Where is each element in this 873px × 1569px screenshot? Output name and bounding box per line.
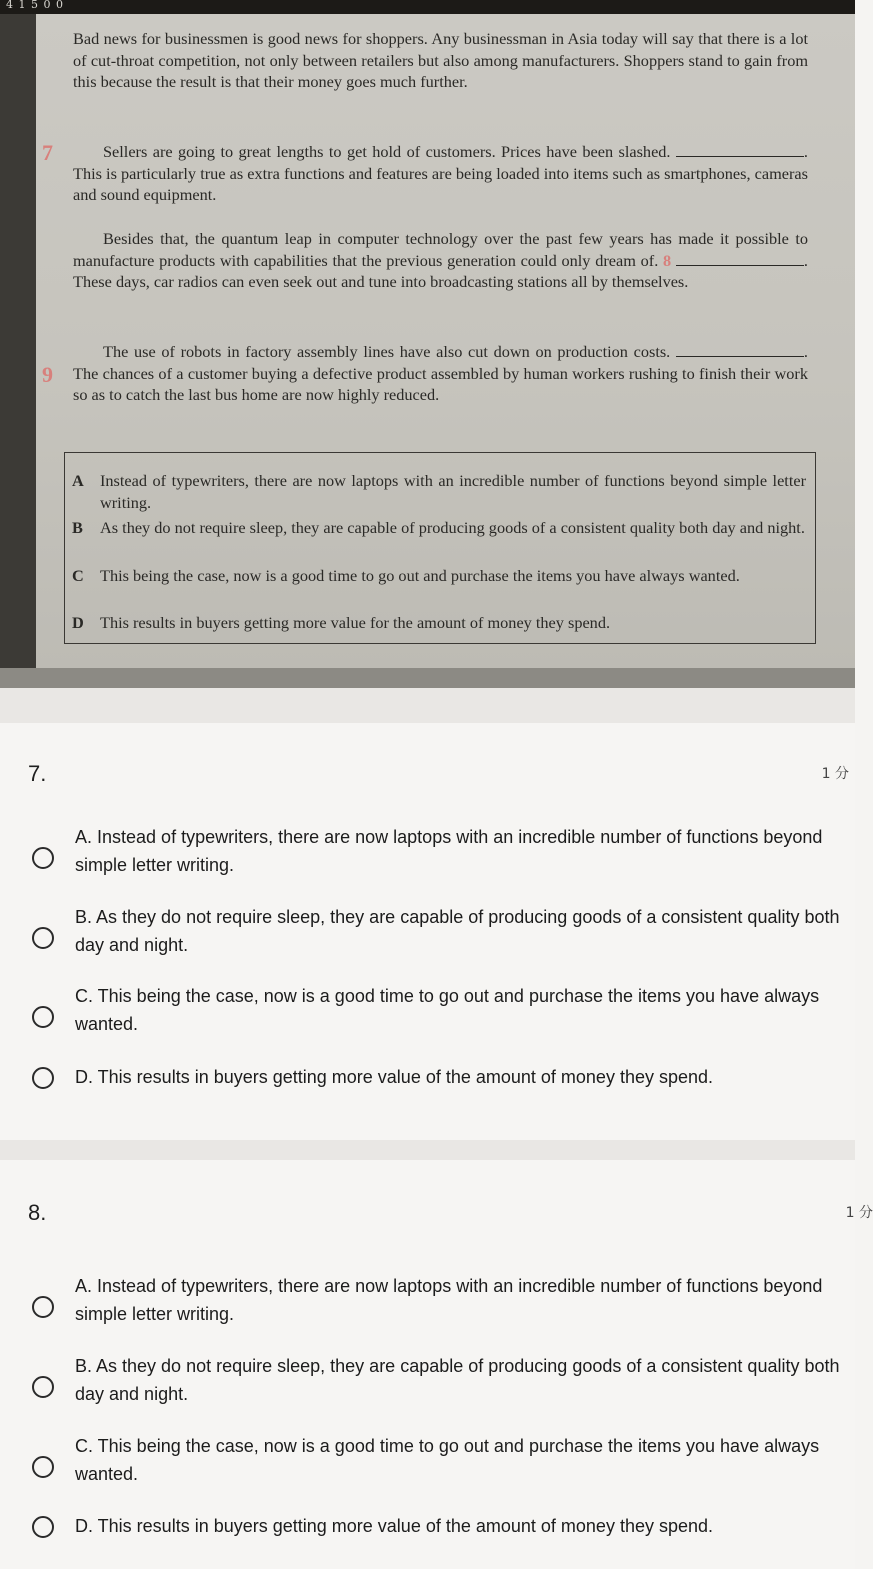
radio-button[interactable] [32,1006,54,1028]
choice-d[interactable] [20,1063,850,1093]
paragraph-9-tail: . The chances of a customer buying a defective product assembled by human workers rushing to finish their work so as to catch the last bus home are now highly reduced. [73,342,808,404]
paragraph-8-lead: Besides that, the quantum leap in computer technology over the past few years has made it possible to manufacture products with capabilities that the previous generation could only dream of. [73,229,808,270]
blank-7 [676,142,804,157]
photo-top-edge [0,0,855,14]
radio-button[interactable] [32,1456,54,1478]
option-text: Instead of typewriters, there are now laptops with an incredible number of functions beyond simple letter writing. [100,471,806,512]
radio-button[interactable] [32,927,54,949]
question-number: 8. [28,1200,47,1225]
option-text: As they do not require sleep, they are capable of producing goods of a consistent quality both day and night. [100,518,805,537]
choice-b[interactable] [20,903,850,961]
choice-label[interactable]: A. Instead of typewriters, there are now laptops with an incredible number of functions beyond simple letter writing. [75,827,823,875]
radio-button[interactable] [32,1296,54,1318]
choice-c[interactable] [20,982,850,1040]
choice-label[interactable]: B. As they do not require sleep, they are capable of producing goods of a consistent quality both day and night. [75,907,840,955]
choice-label[interactable]: C. This being the case, now is a good time to go out and purchase the items you have always wanted. [75,1436,820,1484]
blank-8 [676,251,804,266]
question-number: 7. [28,761,47,786]
photo-bottom-edge [0,668,855,688]
blank-9 [676,342,804,357]
passage-paragraph-9 [73,341,808,406]
paragraph-7-tail: . This is particularly true as extra functions and features are being loaded into items such as smartphones, cameras and sound equipment. [73,142,808,204]
worksheet-photo [0,0,855,688]
section-gap [0,1140,855,1160]
question-card-8 [0,1160,873,1569]
paragraph-9-lead: The use of robots in factory assembly lines have also cut down on production costs. [103,342,671,361]
question-points: 1 分 [821,766,849,782]
choice-d[interactable] [20,1512,850,1542]
choice-label[interactable]: B. As they do not require sleep, they are capable of producing goods of a consistent quality both day and night. [75,1356,840,1404]
blank-number-9: 9 [42,362,53,387]
option-text: This results in buyers getting more value for the amount of money they spend. [100,613,611,632]
radio-button[interactable] [32,1376,54,1398]
option-text: This being the case, now is a good time to go out and purchase the items you have always wanted. [100,566,740,585]
passage-intro: Bad news for businessmen is good news for shoppers. Any businessman in Asia today will say that there is a lot of cut-throat competition, not only between retailers but also among manufacturers. Shoppers stand to gain from this because the result is that their money goes much further. [73,29,808,91]
choice-label[interactable]: D. This results in buyers getting more value of the amount of money they spend. [75,1516,714,1536]
paragraph-7-lead: Sellers are going to great lengths to get hold of customers. Prices have been slashed. [103,142,671,161]
option-letter: C [72,566,84,585]
choice-label[interactable]: C. This being the case, now is a good time to go out and purchase the items you have always wanted. [75,986,820,1034]
blank-number-8: 8 [663,250,672,270]
photo-top-fragment: 4 1 5 0 0 [6,0,64,11]
choice-label[interactable]: A. Instead of typewriters, there are now laptops with an incredible number of functions beyond simple letter writing. [75,1276,823,1324]
question-points: 1 分 [845,1205,873,1221]
option-letter: A [72,471,84,490]
passage-paragraph-7 [73,141,808,206]
option-letter: B [72,518,83,537]
section-gap [0,688,855,723]
radio-button[interactable] [32,847,54,869]
choice-a[interactable] [20,823,850,881]
blank-number-7: 7 [42,140,53,165]
choice-a[interactable] [20,1272,850,1330]
choice-label[interactable]: D. This results in buyers getting more value of the amount of money they spend. [75,1067,714,1087]
question-card-7 [0,723,855,1140]
radio-button[interactable] [32,1067,54,1089]
paragraph-8-tail: . These days, car radios can even seek out and tune into broadcasting stations all by themselves. [73,250,808,291]
choice-b[interactable] [20,1352,850,1410]
option-letter: D [72,613,84,632]
passage-paragraph-8 [73,228,808,293]
choice-c[interactable] [20,1432,850,1490]
radio-button[interactable] [32,1516,54,1538]
